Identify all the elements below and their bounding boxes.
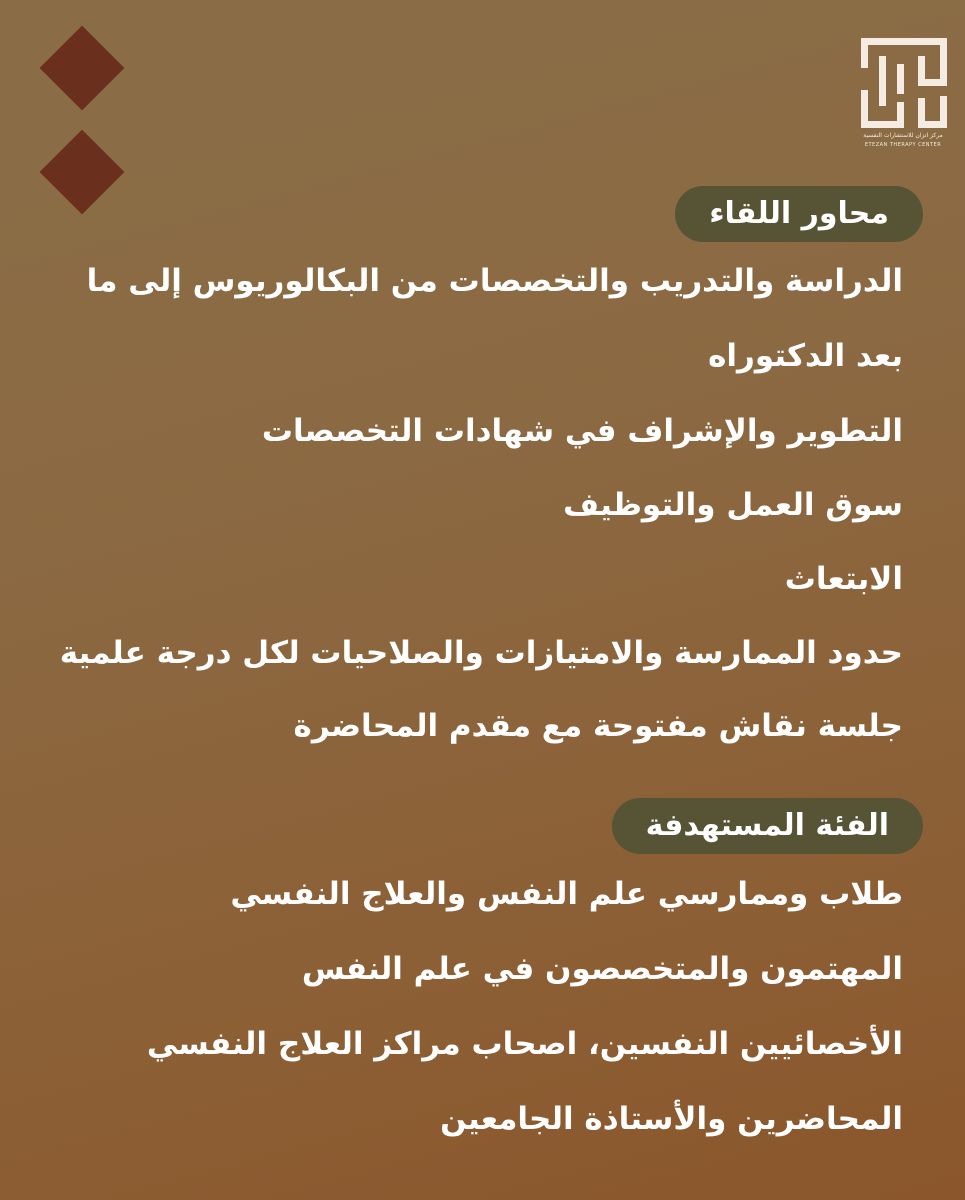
topic-item: حدود الممارسة والامتيازات والصلاحيات لكل درجة علمية: [59, 635, 903, 671]
etezan-logo-icon: [861, 38, 947, 158]
section-title-target-audience: الفئة المستهدفة: [612, 798, 923, 854]
audience-item: المحاضرين والأستاذة الجامعين: [440, 1101, 903, 1137]
topic-item: جلسة نقاش مفتوحة مع مقدم المحاضرة: [293, 708, 903, 744]
topic-item: بعد الدكتوراه: [708, 338, 903, 374]
topic-item: الدراسة والتدريب والتخصصات من البكالوريوس إلى ما: [86, 263, 903, 299]
topic-item: سوق العمل والتوظيف: [563, 487, 903, 523]
decorative-diamond-top: [40, 26, 125, 111]
logo-caption-arabic: مركز اتزان للاستشارات النفسية: [863, 132, 943, 139]
audience-item: الأخصائيين النفسين، اصحاب مراكز العلاج النفسي: [146, 1026, 903, 1062]
topic-item: التطوير والإشراف في شهادات التخصصات: [261, 413, 903, 449]
audience-item: المهتمون والمتخصصون في علم النفس: [301, 951, 903, 987]
section-title-meeting-topics: محاور اللقاء: [675, 186, 923, 242]
audience-item: طلاب وممارسي علم النفس والعلاج النفسي: [230, 876, 903, 912]
topic-item: الابتعاث: [784, 561, 903, 597]
logo-caption-english: ETEZAN THERAPY CENTER: [864, 142, 942, 148]
decorative-diamond-bottom: [40, 130, 125, 215]
